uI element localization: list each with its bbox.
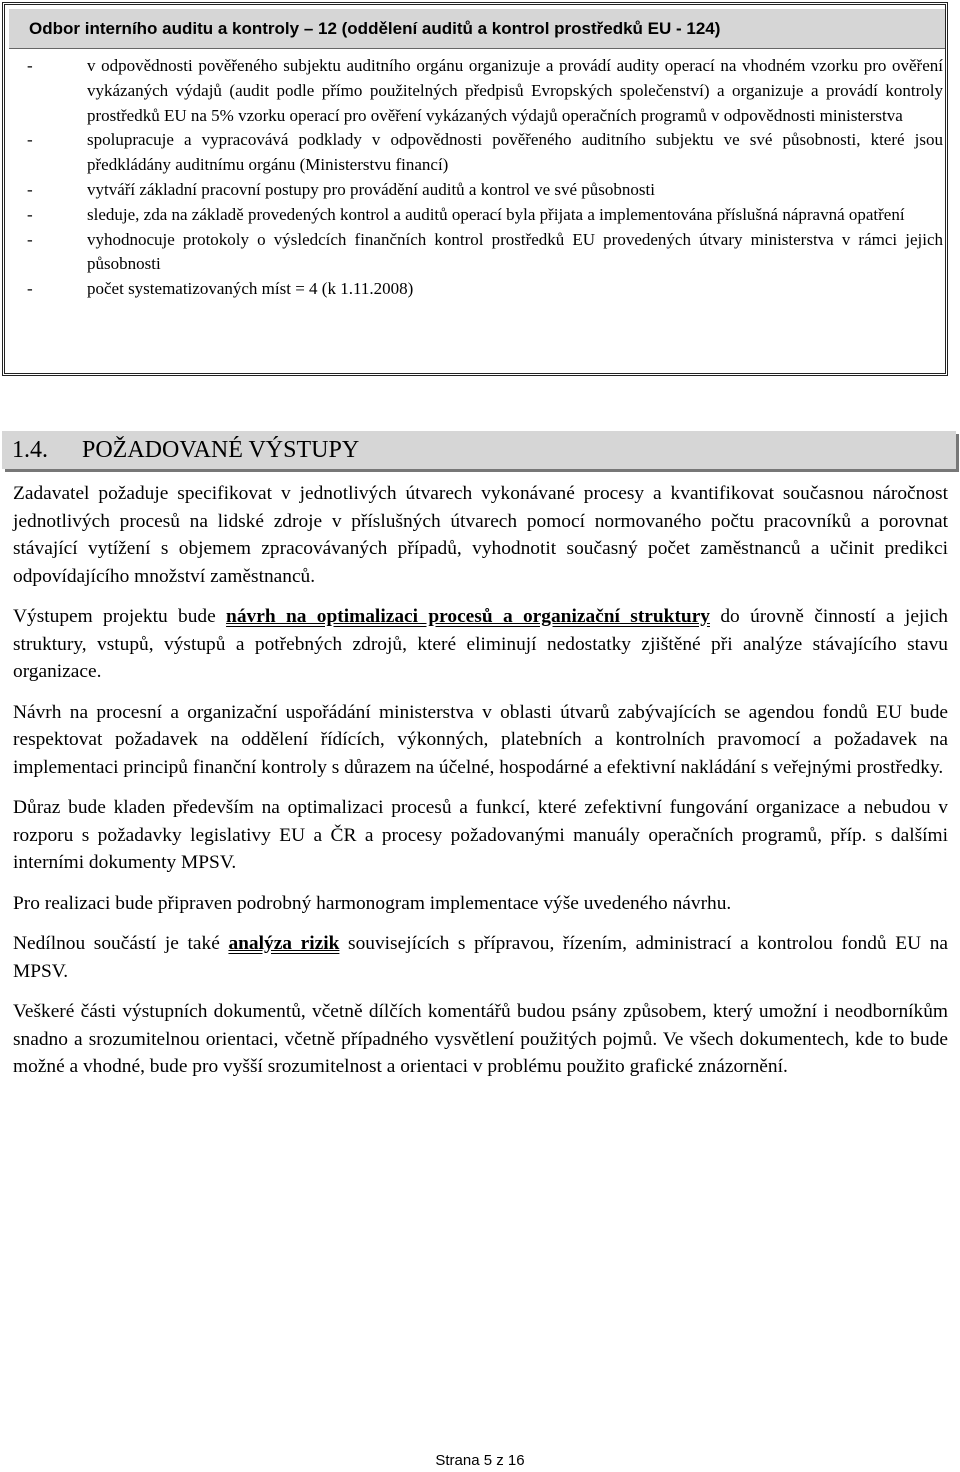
department-box: [2, 2, 948, 376]
duty-list: [27, 54, 943, 302]
section-number: 1.4.: [12, 437, 48, 463]
paragraph: Pro realizaci bude připraven podrobný harmonogram implementace výše uvedeného návrhu.: [13, 892, 732, 914]
list-item: - v odpovědnosti pověřeného subjektu auditního orgánu organizuje a provádí audity operací na vhodném vzorku pro ověření vykázaných výdajů (audit podle přímo použitelných předpisů Evropských společenství) a organizuje a provádí kontroly prostředků EU na 5% vzorku operací pro ověření vykázaných výdajů operačních programů v odpovědnosti ministerstva: [27, 56, 943, 125]
list-item: - vytváří základní pracovní postupy pro provádění auditů a kontrol ve své působnosti: [27, 179, 655, 199]
paragraph: Důraz bude kladen především na optimalizaci procesů a funkcí, které zefektivní fungování organizace a nebudou v rozporu s požadavky legislativy EU a ČR a procesy požadovanými manuály operačních programů, příp. s dalšími interními dokumenty MPSV.: [13, 797, 948, 873]
section-heading: [2, 431, 956, 469]
paragraph: Nedílnou součástí je také analýza rizik souvisejících s přípravou, řízením, administrací a kontrolou fondů EU na MPSV.: [13, 933, 948, 982]
list-item: - spolupracuje a vypracovává podklady v odpovědnosti pověřeného auditního subjektu ve své působnosti, které jsou předkládány auditnímu orgánu (Ministerstvu financí): [27, 130, 943, 175]
list-item: - sleduje, zda na základě provedených kontrol a auditů operací byla přijata a implementována příslušná nápravná opatření: [27, 204, 905, 224]
section-title: POŽADOVANÉ VÝSTUPY: [82, 437, 360, 463]
department-duties: [27, 54, 943, 302]
paragraph: Veškeré části výstupních dokumentů, včetně dílčích komentářů budou psány způsobem, který umožní i neodborníkům snadno a srozumitelnou orientaci, včetně případného vysvětlení použitých pojmů. Ve všech dokumentech, kde to bude možné a vhodné, bude pro vyšší srozumitelnost a orientaci v problému použito grafické znázornění.: [13, 1001, 948, 1077]
section-content: [13, 480, 948, 1094]
department-title: Odbor interního auditu a kontroly – 12 (oddělení auditů a kontrol prostředků EU - 124): [9, 9, 945, 49]
page-number: Strana 5 z 16: [435, 1452, 525, 1469]
paragraph: Zadavatel požaduje specifikovat v jednotlivých útvarech vykonávané procesy a kvantifikovat současnou náročnost jednotlivých procesů na lidské zdroje v příslušných útvarech pomocí normovaného počtu pracovníků a porovnat stávající vytížení s objemem zpracovávaných případů, vyhodnotit současný počet zaměstnanců a učinit predikci odpovídajícího množství zaměstnanců.: [13, 483, 948, 587]
list-item: - počet systematizovaných míst = 4 (k 1.11.2008): [27, 279, 414, 299]
emphasized-deliverable: návrh na optimalizaci procesů a organizační struktury: [226, 606, 710, 627]
paragraph: Návrh na procesní a organizační uspořádání ministerstva v oblasti útvarů zabývajících se agendou fondů EU bude respektovat požadavek na oddělení řídících, výkonných, platebních a kontrolních pravomocí a požadavek na implementaci principů finanční kontroly s důrazem na účelné, hospodárné a efektivní nakládání s veřejnými prostředky.: [13, 701, 948, 778]
paragraph: Výstupem projektu bude návrh na optimalizaci procesů a organizační struktury do úrovně činností a jejich struktury, vstupů, výstupů a potřebných zdrojů, které eliminují nedostatky zjištěné při analýze stávajícího stavu organizace.: [13, 606, 948, 682]
emphasized-risk-analysis: analýza rizik: [228, 933, 340, 954]
list-item: - vyhodnocuje protokoly o výsledcích finančních kontrol prostředků EU provedených útvary ministerstva v rámci jejich působnosti: [27, 229, 943, 274]
